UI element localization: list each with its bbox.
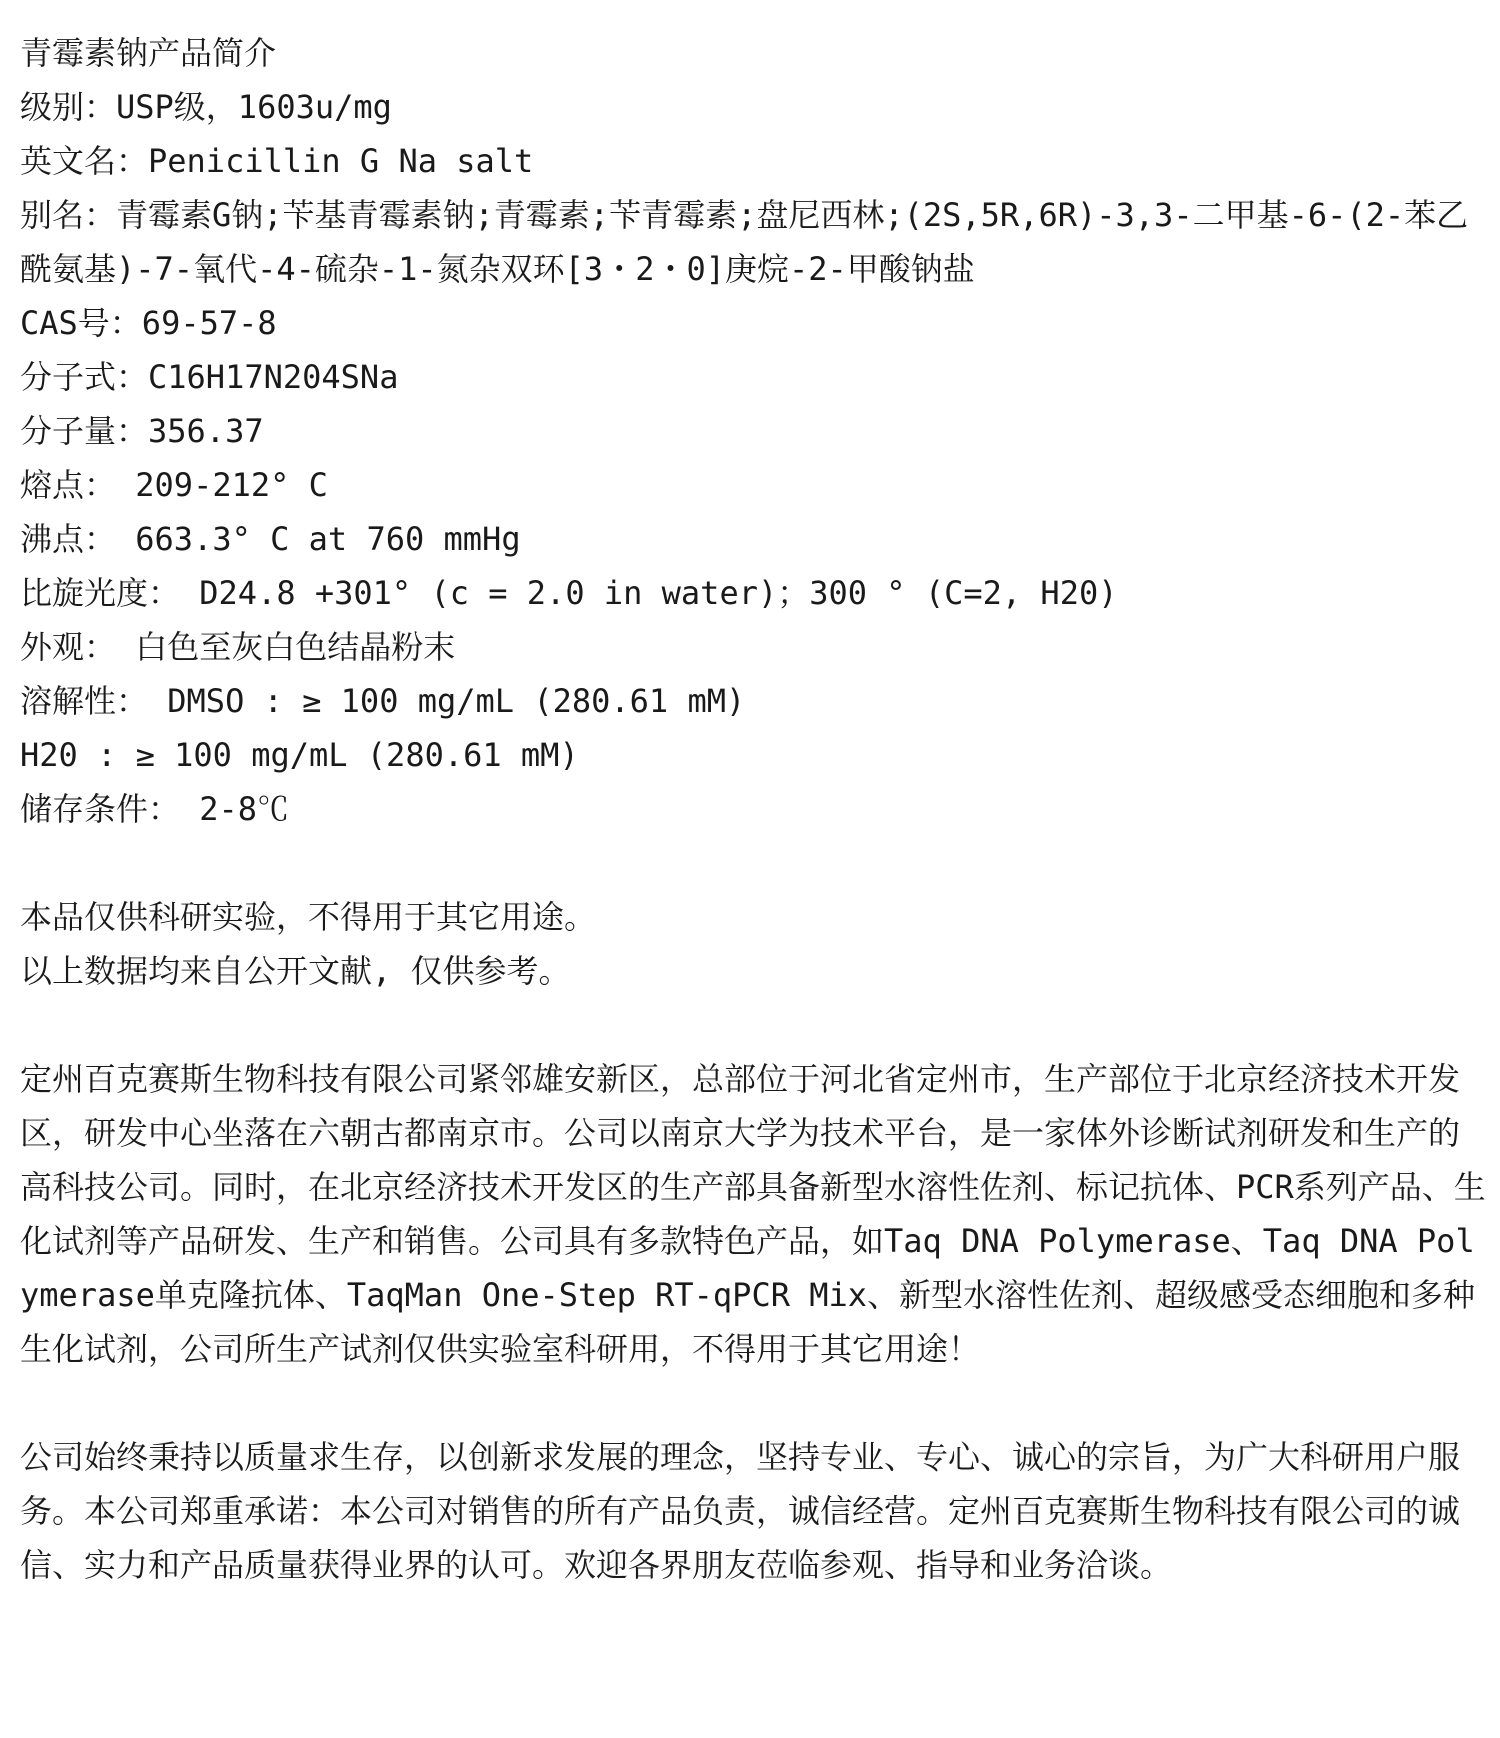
company-mission-paragraph: 公司始终秉持以质量求生存，以创新求发展的理念，坚持专业、专心、诚心的宗旨，为广大科研用户服务。本公司郑重承诺：本公司对销售的所有产品负责，诚信经营。定州百克赛斯生物科技有限公司的诚信、实力和产品质量获得业界的认可。欢迎各界朋友莅临参观、指导和业务洽谈。 [20, 1438, 1461, 1584]
storage-line: 储存条件： 2-8℃ [20, 790, 290, 828]
section-gap [20, 998, 1486, 1052]
optical-rotation-line: 比旋光度： D24.8 +301° (c = 2.0 in water)；300 ° (C=2, H20) [20, 574, 1118, 612]
boiling-point-line: 沸点： 663.3° C at 760 mmHg [20, 520, 521, 558]
grade-line: 级别：USP级，1603u/mg [20, 88, 392, 126]
formula-line: 分子式：C16H17N204SNa [20, 358, 399, 396]
english-name-line: 英文名：Penicillin G Na salt [20, 142, 534, 180]
melting-point-line: 熔点： 209-212° C [20, 466, 328, 504]
company-intro-paragraph: 定州百克赛斯生物科技有限公司紧邻雄安新区，总部位于河北省定州市，生产部位于北京经济技术开发区，研发中心坐落在六朝古都南京市。公司以南京大学为技术平台，是一家体外诊断试剂研发和生产的高科技公司。同时，在北京经济技术开发区的生产部具备新型水溶性佐剂、标记抗体、PCR系列产品、生化试剂等产品研发、生产和销售。公司具有多款特色产品，如Taq DNA Polymerase、Taq DNA Polymerase单克隆抗体、TaqMan One-Step RT-qPCR Mix、新型水溶性佐剂、超级感受态细胞和多种生化试剂，公司所生产试剂仅供实验室科研用，不得用于其它用途！ [20, 1060, 1486, 1368]
appearance-line: 外观： 白色至灰白色结晶粉末 [20, 628, 456, 666]
solubility-line-2: H20 : ≥ 100 mg/mL (280.61 mM) [20, 736, 579, 774]
cas-line: CAS号：69-57-8 [20, 304, 277, 342]
solubility-line: 溶解性： DMSO : ≥ 100 mg/mL (280.61 mM) [20, 682, 746, 720]
doc-title: 青霉素钠产品简介 [20, 34, 277, 72]
reference-notice: 以上数据均来自公开文献, 仅供参考。 [20, 952, 571, 990]
weight-line: 分子量：356.37 [20, 412, 264, 450]
section-gap [20, 836, 1486, 890]
research-use-notice: 本品仅供科研实验，不得用于其它用途。 [20, 898, 597, 936]
section-gap [20, 1376, 1486, 1430]
product-document [20, 26, 1486, 1592]
alias-paragraph: 别名：青霉素G钠;苄基青霉素钠;青霉素;苄青霉素;盘尼西林;(2S,5R,6R)-3,3-二甲基-6-(2-苯乙酰氨基)-7-氧代-4-硫杂-1-氮杂双环[3・2・0]庚烷-2-甲酸钠盐 [20, 196, 1469, 288]
